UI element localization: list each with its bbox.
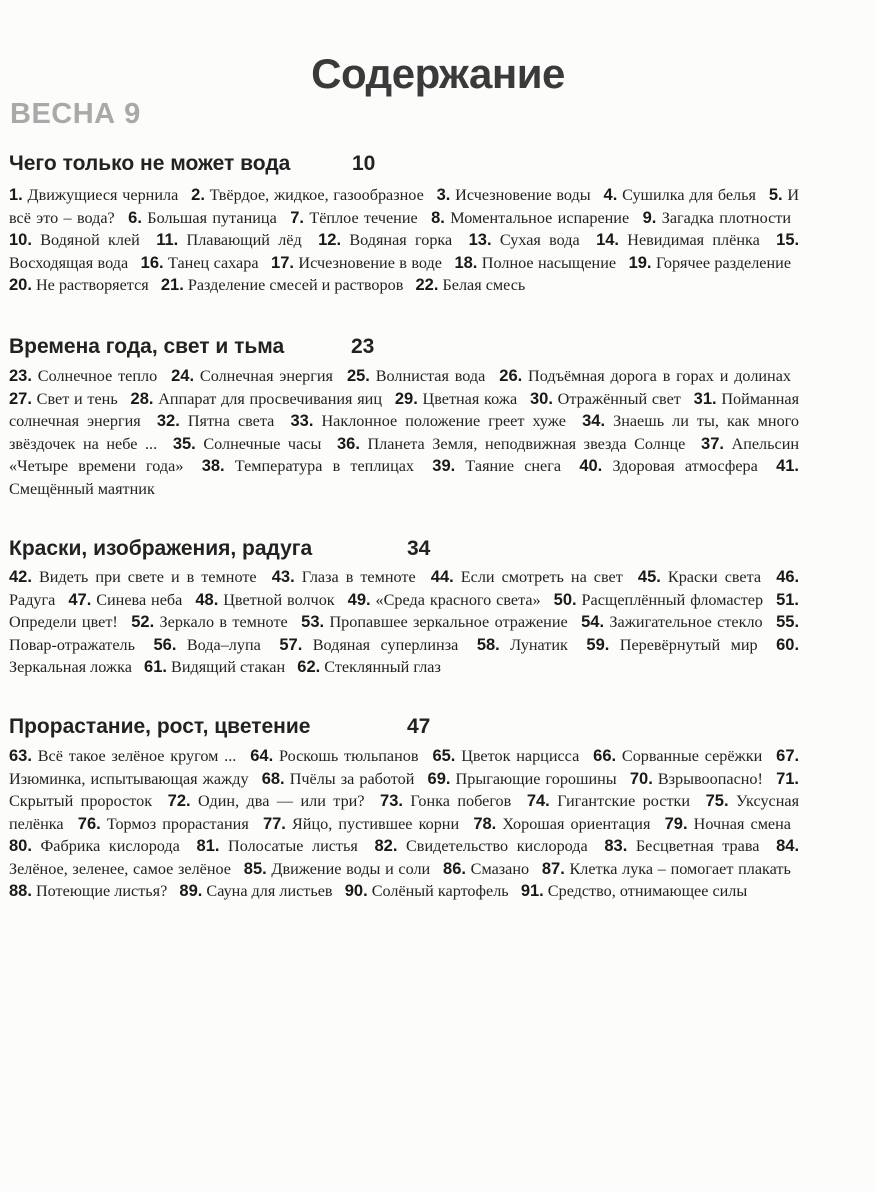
contents-item: [154, 636, 261, 654]
item-title: Хорошая ориентация: [502, 814, 651, 833]
section-items: [9, 365, 799, 500]
item-number: 56.: [153, 635, 177, 654]
contents-item: [596, 231, 760, 249]
item-title: Восходящая вода: [9, 253, 129, 272]
contents-item: [197, 837, 358, 855]
item-title: Исчезновение воды: [455, 186, 591, 204]
item-title: Водяная горка: [349, 231, 453, 249]
contents-item: [347, 367, 485, 385]
item-title: Полосатые листья: [228, 837, 358, 855]
contents-item: [9, 747, 236, 765]
item-title: Тормоз прорастания: [106, 814, 249, 833]
contents-item: [437, 186, 591, 204]
contents-item: [395, 390, 517, 408]
section-heading: [9, 335, 375, 359]
item-title: Роскошь тюльпанов: [278, 747, 419, 765]
contents-item: [638, 568, 761, 586]
item-title: Наклонное положение греет хуже: [321, 412, 566, 430]
contents-item: [144, 658, 285, 676]
contents-item: [297, 658, 441, 676]
item-title: Уксусная пелёнка: [9, 792, 800, 833]
contents-item: [527, 792, 690, 810]
item-number: 90.: [344, 882, 368, 900]
item-title: Бесцветная трава: [635, 837, 760, 855]
contents-item: [279, 636, 458, 654]
contents-item: [78, 815, 249, 833]
contents-item: [375, 837, 588, 855]
item-number: 14.: [596, 231, 619, 249]
item-title: Моментальное испарение: [450, 208, 630, 227]
contents-item: [263, 815, 459, 833]
item-title: Солнечная энергия: [199, 367, 334, 385]
item-number: 67.: [776, 747, 800, 765]
item-title: Солнечное тепло: [37, 367, 158, 385]
item-number: 10.: [9, 231, 32, 249]
item-title: Подъёмная дорога в горах и долинах: [528, 367, 791, 385]
contents-item: [250, 747, 418, 765]
section-heading: [9, 537, 431, 561]
item-title: Краски света: [667, 568, 762, 586]
item-title: Зеркальная ложка: [9, 658, 132, 676]
item-number: 57.: [279, 635, 303, 654]
item-number: 45.: [637, 568, 661, 586]
contents-item: [179, 882, 332, 900]
contents-item: [9, 837, 180, 855]
item-title: Расщеплённый фломастер: [581, 590, 764, 609]
item-title: Водяная суперлинза: [312, 635, 459, 654]
item-number: 17.: [271, 253, 294, 272]
item-title: Пойманная солнечная энергия: [9, 389, 800, 430]
section-title: Чего только не может вода: [9, 152, 291, 175]
item-title: Пропавшее зеркальное отражение: [329, 613, 568, 631]
item-title: Один, два — или три?: [198, 792, 365, 810]
contents-item: [318, 231, 452, 249]
item-number: 85.: [243, 859, 267, 878]
item-title: Изюминка, испытывающая жажду: [9, 769, 249, 788]
item-number: 88.: [9, 882, 32, 900]
item-title: Температура в теплицах: [234, 457, 415, 475]
item-number: 82.: [374, 837, 398, 855]
contents-item: [301, 613, 568, 631]
item-number: 73.: [380, 792, 403, 810]
item-number: 5.: [768, 186, 783, 204]
contents-item: [131, 613, 287, 631]
item-number: 79.: [664, 814, 688, 833]
item-number: 51.: [776, 590, 800, 609]
contents-item: [443, 860, 529, 878]
item-number: 55.: [776, 613, 800, 631]
item-number: 33.: [290, 412, 314, 430]
item-title: Не растворяется: [35, 276, 149, 294]
item-number: 36.: [336, 434, 360, 453]
section-page-number: 34: [407, 537, 431, 560]
contents-item: [9, 231, 140, 249]
contents-item: [431, 568, 623, 586]
item-number: 26.: [499, 367, 523, 385]
item-title: Цветная кожа: [422, 389, 518, 408]
item-number: 61.: [144, 658, 167, 676]
item-title: Таяние снега: [465, 457, 562, 475]
contents-item: [337, 435, 685, 453]
item-number: 7.: [290, 208, 304, 227]
item-title: Тёплое течение: [309, 208, 418, 227]
contents-item: [173, 435, 322, 453]
section-items: [9, 184, 799, 297]
contents-item: [665, 815, 791, 833]
section-items: [9, 745, 799, 903]
contents-item: [244, 860, 430, 878]
item-title: Сухая вода: [499, 231, 580, 249]
item-title: Взрывоопасно!: [657, 769, 763, 788]
contents-item: [499, 367, 791, 385]
contents-item: [271, 254, 442, 272]
item-title: Пятна света: [187, 412, 275, 430]
item-number: 40.: [579, 457, 603, 475]
item-number: 83.: [604, 837, 628, 855]
item-title: Фабрика кислорода: [40, 837, 180, 855]
item-number: 15.: [776, 231, 800, 249]
item-number: 84.: [776, 837, 800, 855]
section-heading: [9, 152, 376, 176]
item-number: 66.: [593, 747, 617, 765]
contents-item: [68, 591, 182, 609]
item-number: 78.: [473, 814, 497, 833]
item-title: Отражённый свет: [557, 389, 681, 408]
item-number: 69.: [427, 769, 451, 788]
item-number: 44.: [430, 568, 454, 586]
item-number: 48.: [195, 590, 219, 609]
contents-item: [191, 186, 424, 204]
contents-item: [630, 770, 763, 788]
item-title: Твёрдое, жидкое, газообразное: [209, 186, 424, 204]
item-title: Разделение смесей и растворов: [187, 276, 404, 294]
item-title: Большая путаница: [147, 208, 277, 227]
section-title: Времена года, свет и тьма: [9, 335, 285, 358]
item-title: Гигантские ростки: [557, 792, 691, 810]
contents-item: [579, 457, 757, 475]
item-title: Средство, отнимающее силы: [547, 882, 748, 900]
item-number: 77.: [262, 814, 286, 833]
season-heading: ВЕСНА 9: [10, 98, 141, 130]
item-number: 86.: [443, 859, 466, 878]
item-number: 91.: [520, 882, 544, 900]
item-number: 68.: [261, 769, 285, 788]
item-title: Свидетельство кислорода: [406, 837, 588, 855]
item-title: Волнистая вода: [375, 367, 486, 385]
contents-item: [156, 231, 302, 249]
contents-item: [9, 276, 149, 294]
item-number: 9.: [642, 208, 657, 227]
item-title: Пчёлы за работой: [289, 769, 415, 788]
contents-item: [195, 591, 334, 609]
contents-item: [428, 770, 617, 788]
item-number: 4.: [603, 186, 618, 204]
contents-item: [290, 412, 566, 430]
item-number: 38.: [201, 457, 225, 475]
item-title: Аппарат для просвечивания яиц: [158, 389, 383, 408]
item-title: Водяной клей: [40, 231, 140, 249]
item-title: Свет и тень: [36, 389, 118, 408]
item-title: Знаешь ли ты, как много звёздочек на небе ...: [9, 412, 799, 453]
contents-item: [9, 568, 257, 586]
item-number: 37.: [701, 434, 724, 453]
section-title: Прорастание, рост, цветение: [9, 715, 311, 738]
section-items: [9, 566, 799, 679]
item-number: 35.: [172, 434, 196, 453]
item-title: Синева неба: [96, 590, 183, 609]
item-title: Движение воды и соли: [271, 859, 431, 878]
item-title: Исчезновение в воде: [298, 253, 442, 272]
item-number: 49.: [347, 590, 371, 609]
contents-item: [604, 837, 759, 855]
item-number: 50.: [553, 590, 577, 609]
contents-item: [643, 209, 791, 227]
item-number: 16.: [140, 253, 164, 272]
item-number: 34.: [582, 412, 606, 430]
item-title: Зелёное, зеленее, самое зелёное: [9, 859, 231, 878]
contents-item: [469, 231, 580, 249]
item-title: Сауна для листьев: [206, 882, 333, 900]
item-title: Танец сахара: [168, 253, 259, 272]
contents-item: [593, 747, 762, 765]
item-number: 3.: [436, 186, 451, 204]
item-number: 63.: [9, 747, 32, 765]
item-number: 31.: [693, 389, 717, 408]
section-page-number: 47: [407, 715, 431, 738]
item-title: Невидимая плёнка: [627, 231, 760, 249]
contents-item: [9, 186, 178, 204]
item-number: 24.: [171, 367, 195, 385]
item-number: 52.: [131, 613, 155, 631]
section-heading: [9, 715, 431, 739]
contents-item: [454, 254, 616, 272]
item-number: 42.: [9, 568, 32, 586]
section-page-number: 23: [351, 335, 375, 358]
item-number: 21.: [160, 276, 184, 294]
contents-item: [262, 770, 415, 788]
item-number: 8.: [431, 208, 445, 227]
item-number: 54.: [581, 613, 605, 631]
item-title: Цветной волчок: [223, 590, 335, 609]
item-number: 27.: [9, 389, 32, 408]
contents-item: [9, 367, 157, 385]
item-title: Зажигательное стекло: [609, 613, 763, 631]
item-number: 87.: [541, 859, 565, 878]
contents-item: [272, 568, 416, 586]
contents-item: [432, 457, 561, 475]
item-title: Стеклянный глаз: [324, 658, 441, 676]
item-number: 28.: [130, 389, 154, 408]
item-title: Загадка плотности: [661, 208, 792, 227]
item-number: 25.: [346, 367, 370, 385]
contents-item: [157, 412, 274, 430]
item-number: 74.: [526, 792, 550, 810]
item-number: 65.: [432, 747, 456, 765]
item-title: Перевёрнутый мир: [619, 635, 758, 654]
item-title: Лунатик: [510, 635, 568, 654]
item-title: Если смотреть на свет: [460, 568, 623, 586]
item-title: «Среда красного света»: [375, 590, 541, 609]
item-number: 39.: [432, 457, 456, 475]
item-number: 32.: [156, 412, 180, 430]
item-number: 47.: [68, 590, 92, 609]
contents-item: [345, 882, 509, 900]
item-title: Цветок нарцисса: [461, 747, 580, 765]
item-title: Смещённый маятник: [9, 479, 155, 498]
item-number: 19.: [628, 253, 652, 272]
item-title: Повар-отражатель: [9, 635, 135, 654]
item-title: Апельсин «Четыре времени года»: [9, 434, 800, 475]
item-title: Плавающий лёд: [186, 231, 302, 249]
item-number: 2.: [191, 186, 205, 204]
item-title: Белая смесь: [442, 276, 526, 294]
item-number: 29.: [394, 389, 418, 408]
contents-item: [168, 792, 365, 810]
item-title: Планета Земля, неподвижная звезда Солнце: [367, 434, 686, 453]
contents-item: [290, 209, 417, 227]
item-number: 62.: [297, 658, 321, 676]
item-title: Движущиеся чернила: [27, 186, 179, 204]
item-title: Всё такое зелёное кругом ...: [37, 747, 237, 765]
contents-item: [131, 390, 382, 408]
section-title: Краски, изображения, радуга: [9, 537, 313, 560]
item-number: 13.: [468, 231, 492, 249]
item-title: Определи цвет!: [9, 613, 118, 631]
item-title: Солёный картофель: [371, 882, 509, 900]
contents-item: [629, 254, 791, 272]
contents-item: [9, 390, 118, 408]
item-title: И всё это – вода?: [9, 186, 800, 227]
page-title: Содержание: [311, 50, 565, 97]
contents-item: [128, 209, 277, 227]
item-title: Сушилка для белья: [622, 186, 756, 204]
item-number: 70.: [629, 769, 653, 788]
contents-item: [416, 276, 526, 294]
item-title: Клетка лука – помогает плакать: [569, 859, 791, 878]
item-number: 30.: [529, 389, 553, 408]
item-title: Солнечные часы: [203, 434, 322, 453]
item-title: Радуга: [9, 590, 56, 609]
item-number: 46.: [776, 568, 800, 586]
item-number: 22.: [415, 276, 439, 294]
item-number: 41.: [776, 457, 800, 475]
contents-item: [586, 636, 757, 654]
item-title: Ночная смена: [693, 814, 791, 833]
contents-item: [141, 254, 259, 272]
contents-item: [473, 815, 650, 833]
contents-item: [521, 882, 747, 900]
contents-item: [380, 792, 511, 810]
item-number: 43.: [271, 568, 295, 586]
item-number: 23.: [9, 367, 32, 385]
item-title: Смазано: [470, 859, 530, 878]
contents-item: [604, 186, 756, 204]
item-number: 80.: [9, 837, 32, 855]
item-number: 11.: [156, 231, 179, 249]
contents-item: [581, 613, 763, 631]
contents-item: [161, 276, 404, 294]
item-number: 76.: [77, 814, 101, 833]
item-number: 71.: [776, 769, 799, 788]
item-number: 6.: [128, 208, 142, 227]
item-title: Яйцо, пустившее корни: [291, 814, 460, 833]
item-number: 72.: [167, 792, 191, 810]
contents-item: [432, 747, 579, 765]
contents-item: [348, 591, 541, 609]
item-number: 59.: [586, 635, 610, 654]
contents-item: [554, 591, 763, 609]
item-title: Видящий стакан: [171, 658, 286, 676]
item-number: 12.: [318, 231, 342, 249]
contents-item: [431, 209, 629, 227]
item-number: 58.: [476, 635, 500, 654]
item-title: Зеркало в темноте: [159, 613, 288, 631]
contents-item: [202, 457, 414, 475]
item-number: 53.: [301, 613, 325, 631]
item-title: Потеющие листья?: [35, 882, 168, 900]
item-number: 1.: [9, 186, 23, 204]
item-title: Скрытый проросток: [9, 792, 153, 810]
item-title: Гонка побегов: [410, 792, 512, 810]
item-title: Горячее разделение: [655, 253, 791, 272]
item-title: Сорванные серёжки: [621, 747, 763, 765]
item-title: Глаза в темноте: [301, 568, 416, 586]
item-number: 81.: [196, 837, 220, 855]
contents-item: [171, 367, 333, 385]
item-number: 75.: [705, 792, 729, 810]
contents-item: [9, 882, 167, 900]
item-number: 60.: [776, 635, 800, 654]
item-title: Здоровая атмосфера: [612, 457, 758, 475]
item-number: 18.: [454, 253, 478, 272]
item-title: Вода–лупа: [186, 635, 261, 654]
section-page-number: 10: [352, 152, 376, 175]
item-number: 20.: [9, 276, 32, 294]
contents-item: [477, 636, 568, 654]
item-number: 64.: [250, 747, 274, 765]
contents-item: [530, 390, 681, 408]
item-number: 89.: [179, 882, 203, 900]
item-title: Полное насыщение: [481, 253, 617, 272]
item-title: Видеть при свете и в темноте: [38, 568, 257, 586]
item-title: Прыгающие горошины: [455, 769, 617, 788]
contents-item: [542, 860, 791, 878]
